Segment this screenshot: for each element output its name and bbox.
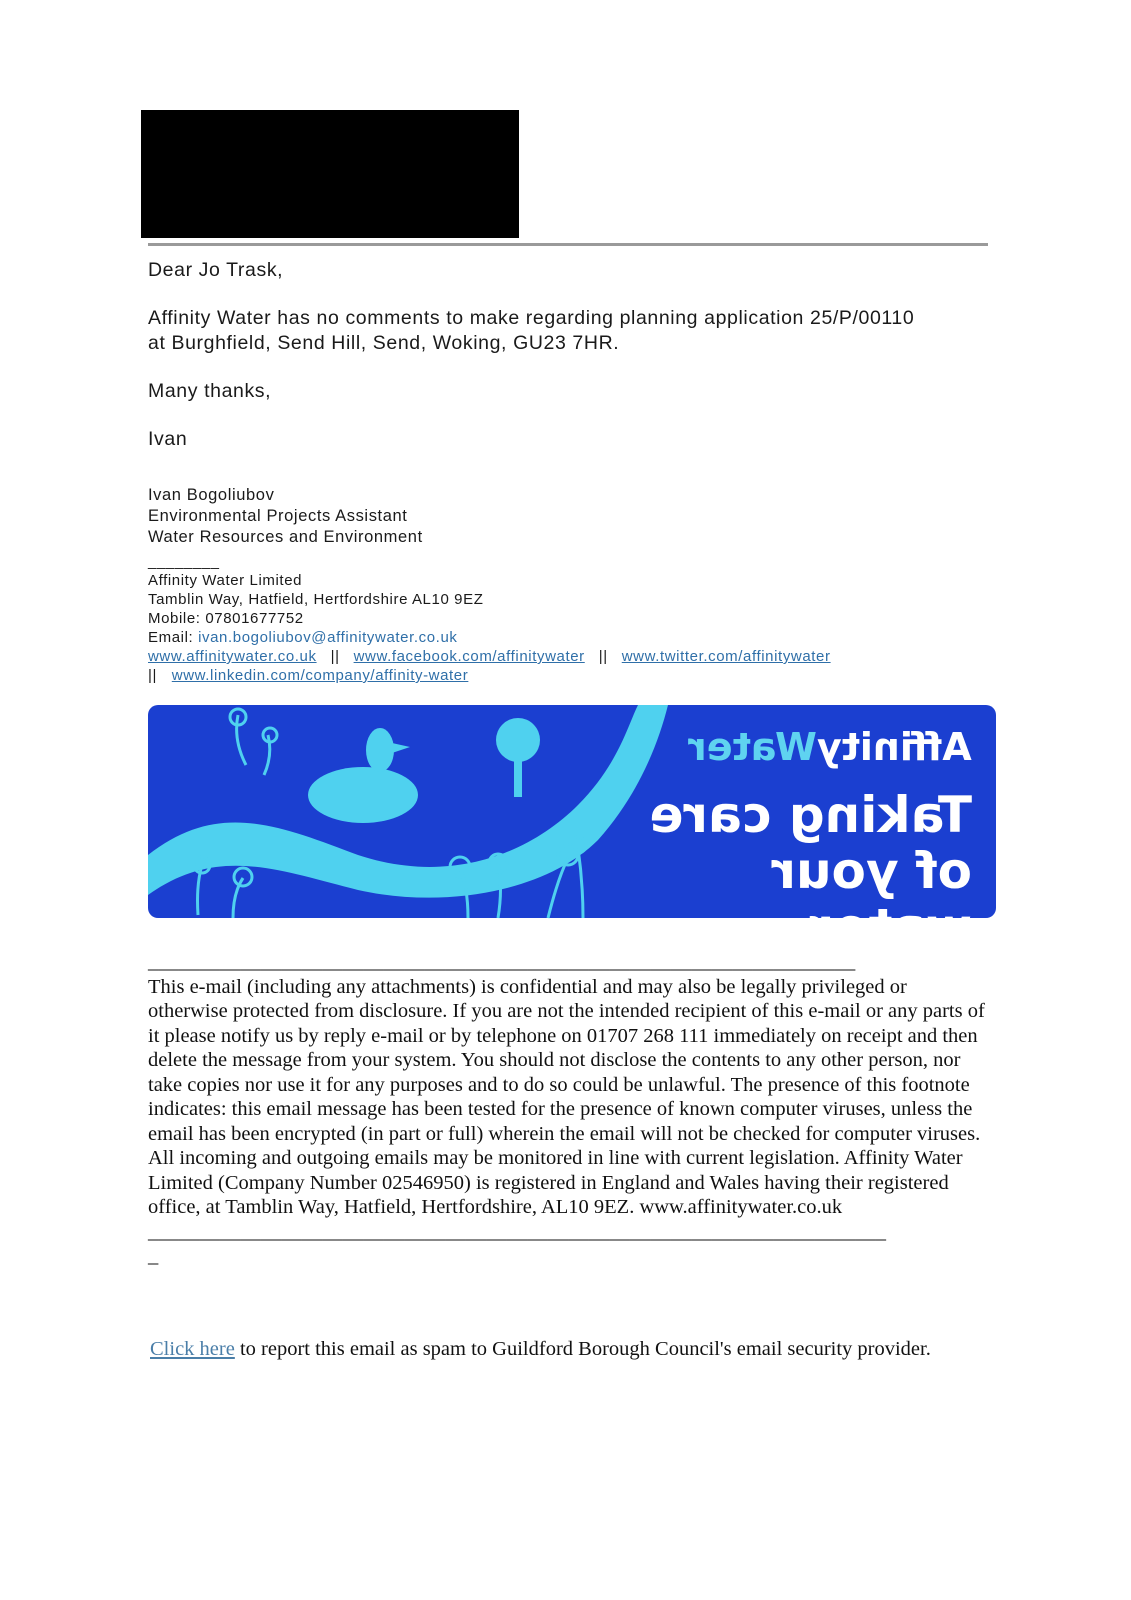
link-separator: || [330, 648, 340, 665]
signature-divider: ________ [148, 553, 220, 570]
links-line [148, 647, 831, 666]
flowers-left [194, 709, 277, 918]
tagline-line-1: Taking care [649, 786, 972, 844]
redacted-block [141, 110, 519, 238]
mobile-number: 07801677752 [205, 610, 304, 627]
logo-water: Water [688, 725, 818, 769]
message-line-1: Affinity Water has no comments to make regarding planning application 25/P/00110 [148, 307, 915, 329]
tree-crown [496, 718, 540, 762]
greeting: Dear Jo Trask, [148, 259, 284, 281]
disclaimer-text: This e-mail (including any attachments) is confidential and may also be legally privileged or otherwise protected from disclosure. If you are not the intended recipient of this e-mail or any parts of it please notify us by reply e-mail or by telephone on 01707 268 111 immediately on receipt and then delete the message from your system. You should not disclose the contents to any other person, nor take copies nor use it for any purposes and to do so could be unlawful. The presence of this footnote indicates: this email message has been tested for the presence of known computer viruses, unless the email has been encrypted (in part or full) wherein the email will not be checked for computer viruses. All incoming and outgoing emails may be monitored in line with current legislation. Affinity Water Limited (Company Number 02546950) is registered in England and Wales having their registered office, at Tamblin Way, Hatfield, Hertfordshire, AL10 9EZ. www.affinitywater.co.uk [148, 975, 985, 1218]
mobile-line [148, 609, 831, 628]
disclaimer [148, 950, 988, 1269]
signature-block [148, 485, 423, 548]
link-separator: || [598, 648, 608, 665]
twitter-link[interactable]: www.twitter.com/affinitywater [621, 648, 831, 665]
facebook-link[interactable]: www.facebook.com/affinitywater [353, 648, 585, 665]
message-line-2: at Burghfield, Send Hill, Send, Woking, GU23 7HR. [148, 332, 620, 354]
website-link[interactable]: www.affinitywater.co.uk [148, 648, 317, 665]
logo-affinity: Affinity [817, 725, 972, 769]
links-line-2 [148, 666, 831, 685]
affinity-water-logo [688, 725, 972, 769]
affinity-water-banner[interactable] [148, 705, 996, 956]
message-body [148, 306, 914, 356]
linkedin-link[interactable]: www.linkedin.com/company/affinity-water [171, 667, 469, 684]
spam-report-link[interactable]: Click here [150, 1338, 235, 1360]
email-link[interactable]: ivan.bogoliubov@affinitywater.co.uk [198, 629, 458, 646]
link-separator: || [148, 667, 157, 684]
duck-beak [392, 743, 410, 753]
disclaimer-bottom-rule: ________________________________________________________________________ [148, 1220, 886, 1243]
email-label: Email: [148, 629, 194, 646]
spam-report-text: to report this email as spam to Guildford Borough Council's email security provider. [234, 1338, 931, 1360]
signature-department: Water Resources and Environment [148, 528, 423, 546]
tree-trunk [514, 757, 522, 797]
closing: Many thanks, [148, 380, 272, 402]
header-rule [148, 243, 988, 246]
disclaimer-top-rule: _____________________________________________________________________ [148, 951, 856, 973]
banner-tagline [612, 787, 972, 955]
signature-job-title: Environmental Projects Assistant [148, 507, 408, 525]
mobile-label: Mobile: [148, 610, 201, 627]
duck-body [308, 767, 418, 823]
duck-head [366, 728, 394, 772]
signature-full-name: Ivan Bogoliubov [148, 486, 275, 504]
company-address: Tamblin Way, Hatfield, Hertfordshire AL10 9EZ [148, 591, 484, 608]
email-line [148, 628, 831, 647]
company-name: Affinity Water Limited [148, 572, 303, 589]
sign-name: Ivan [148, 428, 188, 450]
spam-report [150, 1337, 931, 1361]
tagline-line-2: of your water [771, 842, 972, 956]
disclaimer-bottom-rule-tail: _ [148, 1245, 159, 1267]
company-block [148, 552, 831, 685]
